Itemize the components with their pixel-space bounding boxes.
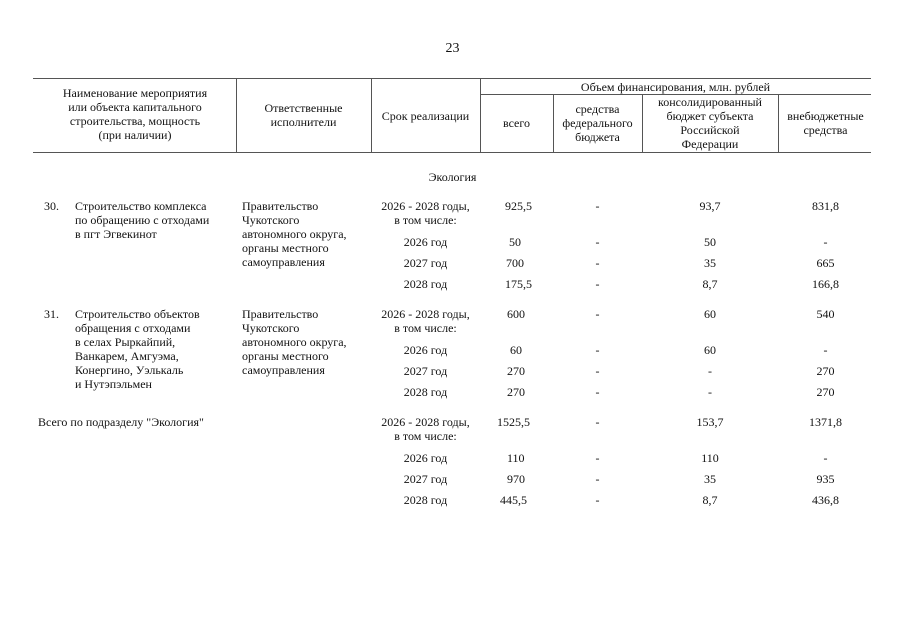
- extrabudgetary-cell: 270: [816, 385, 835, 399]
- page-number: 23: [445, 41, 460, 56]
- extrabudgetary-cell: 1371,8: [809, 415, 842, 429]
- total-cell: 110: [507, 451, 525, 465]
- item-executors: Правительство Чукотского автономного округа, органы местного самоуправления: [242, 199, 347, 269]
- consolidated-cell: 35: [704, 256, 716, 270]
- federal-cell: -: [595, 385, 600, 399]
- period-cell: 2026 - 2028 годы, в том числе:: [381, 307, 470, 335]
- header-federal: средства федерального бюджета: [562, 102, 633, 144]
- total-cell: 270: [507, 364, 525, 378]
- extrabudgetary-cell: 436,8: [812, 493, 839, 507]
- total-cell: 925,5: [505, 199, 532, 213]
- header-top-rule: [33, 78, 871, 79]
- federal-cell: -: [595, 493, 600, 507]
- consolidated-cell: 50: [704, 235, 716, 249]
- federal-cell: -: [595, 199, 600, 213]
- column-divider: [236, 78, 237, 152]
- extrabudgetary-cell: 665: [816, 256, 835, 270]
- header-name: Наименование мероприятия или объекта капитального строительства, мощность (при наличии): [62, 86, 208, 142]
- federal-cell: -: [595, 415, 600, 429]
- consolidated-cell: 60: [704, 307, 716, 321]
- total-cell: 60: [510, 343, 522, 357]
- period-cell: 2027 год: [403, 364, 448, 378]
- total-cell: 175,5: [505, 277, 532, 291]
- extrabudgetary-cell: 270: [816, 364, 835, 378]
- column-divider: [778, 94, 779, 152]
- header-bottom-rule: [33, 152, 871, 153]
- column-divider: [480, 78, 481, 152]
- subsection-total-label: Всего по подразделу "Экология": [38, 415, 204, 429]
- header-consolidated: консолидированный бюджет субъекта Российской Федерации: [658, 95, 762, 151]
- header-executors: Ответственные исполнители: [264, 101, 343, 129]
- period-cell: 2028 год: [403, 385, 448, 399]
- period-cell: 2027 год: [403, 256, 448, 270]
- total-cell: 1525,5: [497, 415, 530, 429]
- consolidated-cell: 110: [701, 451, 719, 465]
- extrabudgetary-cell: 540: [816, 307, 835, 321]
- federal-cell: -: [595, 307, 600, 321]
- consolidated-cell: 153,7: [696, 415, 724, 429]
- consolidated-cell: 8,7: [702, 493, 718, 507]
- federal-cell: -: [595, 472, 600, 486]
- item-executors: Правительство Чукотского автономного округа, органы местного самоуправления: [242, 307, 347, 377]
- period-cell: 2028 год: [403, 277, 448, 291]
- federal-cell: -: [595, 277, 600, 291]
- federal-cell: -: [595, 235, 600, 249]
- header-total: всего: [502, 116, 531, 130]
- section-title: Экология: [428, 170, 477, 184]
- item-name: Строительство объектов обращения с отходами в селах Рыркайпий, Ванкарем, Амгуэма, Конергино, Уэлькаль и Нутэпэльмен: [75, 307, 200, 391]
- consolidated-cell: 60: [704, 343, 716, 357]
- federal-cell: -: [595, 256, 600, 270]
- consolidated-cell: -: [708, 364, 712, 378]
- extrabudgetary-cell: -: [823, 235, 828, 249]
- extrabudgetary-cell: 831,8: [812, 199, 839, 213]
- period-cell: 2026 - 2028 годы, в том числе:: [381, 415, 470, 443]
- column-divider: [553, 94, 554, 152]
- header-funding-group: Объем финансирования, млн. рублей: [580, 80, 771, 94]
- total-cell: 270: [507, 385, 525, 399]
- item-number: 30.: [44, 199, 59, 213]
- total-cell: 50: [509, 235, 521, 249]
- period-cell: 2026 год: [403, 451, 448, 465]
- column-divider: [642, 94, 643, 152]
- federal-cell: -: [595, 343, 600, 357]
- total-cell: 700: [506, 256, 524, 270]
- extrabudgetary-cell: 935: [816, 472, 835, 486]
- federal-cell: -: [595, 451, 600, 465]
- item-name: Строительство комплекса по обращению с отходами в пгт Эгвекинот: [75, 199, 210, 241]
- total-cell: 600: [507, 307, 525, 321]
- extrabudgetary-cell: 166,8: [812, 277, 839, 291]
- consolidated-cell: 35: [704, 472, 716, 486]
- item-number: 31.: [44, 307, 59, 321]
- extrabudgetary-cell: -: [823, 343, 828, 357]
- period-cell: 2026 - 2028 годы, в том числе:: [381, 199, 470, 227]
- total-cell: 970: [507, 472, 525, 486]
- consolidated-cell: 8,7: [702, 277, 718, 291]
- period-cell: 2028 год: [403, 493, 448, 507]
- header-period: Срок реализации: [381, 109, 470, 123]
- consolidated-cell: -: [708, 385, 712, 399]
- total-cell: 445,5: [500, 493, 527, 507]
- header-extrabudgetary: внебюджетные средства: [787, 109, 864, 137]
- period-cell: 2027 год: [403, 472, 448, 486]
- consolidated-cell: 93,7: [699, 199, 721, 213]
- federal-cell: -: [595, 364, 600, 378]
- period-cell: 2026 год: [403, 343, 448, 357]
- extrabudgetary-cell: -: [823, 451, 828, 465]
- period-cell: 2026 год: [403, 235, 448, 249]
- column-divider: [371, 78, 372, 152]
